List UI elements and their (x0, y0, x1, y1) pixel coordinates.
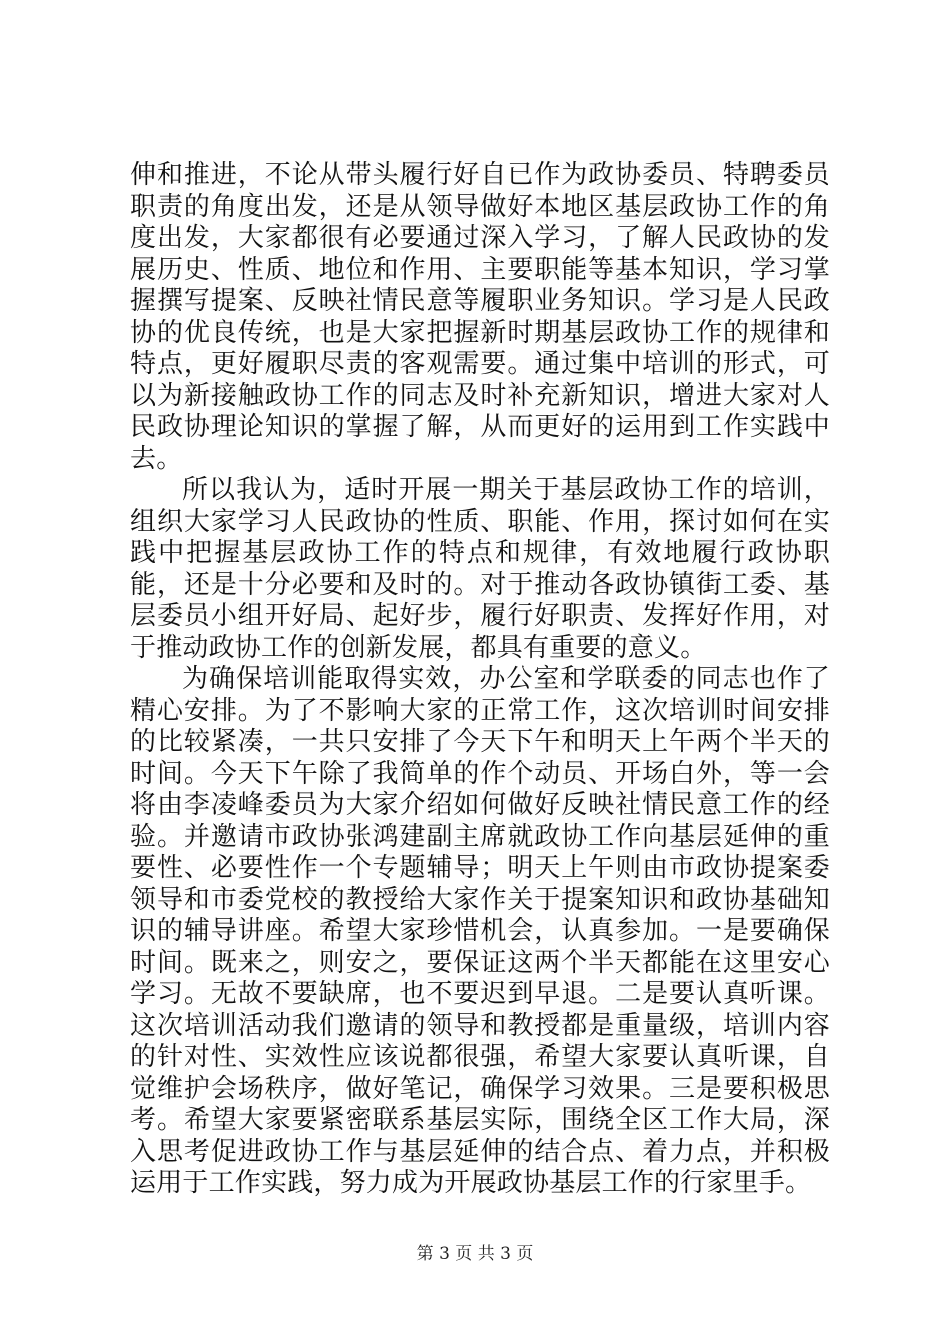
paragraph-1: 伸和推进，不论从带头履行好自已作为政协委员、特聘委员职责的角度出发，还是从领导做好本地区基层政协工作的角度出发，大家都很有必要通过深入学习，了解人民政协的发展历史、性质、地位和作用、主要职能等基本知识，学习掌握撰写提案、反映社情民意等履职业务知识。学习是人民政协的优良传统，也是大家把握新时期基层政协工作的规律和特点，更好履职尽责的客观需要。通过集中培训的形式，可以为新接触政协工作的同志及时补充新知识，增进大家对人民政协理论知识的掌握了解，从而更好的运用到工作实践中去。 (130, 160, 830, 474)
paragraph-2: 所以我认为，适时开展一期关于基层政协工作的培训，组织大家学习人民政协的性质、职能、作用，探讨如何在实践中把握基层政协工作的特点和规律，有效地履行政协职能，还是十分必要和及时的。对于推动各政协镇街工委、基层委员小组开好局、起好步，履行好职责、发挥好作用，对于推动政协工作的创新发展，都具有重要的意义。 (130, 475, 830, 663)
paragraph-3: 为确保培训能取得实效，办公室和学联委的同志也作了精心安排。为了不影响大家的正常工作，这次培训时间安排的比较紧凑，一共只安排了今天下午和明天上午两个半天的时间。今天下午除了我简单的作个动员、开场白外，等一会将由李凌峰委员为大家介绍如何做好反映社情民意工作的经验。并邀请市政协张鸿建副主席就政协工作向基层延伸的重要性、必要性作一个专题辅导；明天上午则由市政协提案委领导和市委党校的教授给大家作关于提案知识和政协基础知识的辅导讲座。希望大家珍惜机会，认真参加。一是要确保时间。既来之，则安之，要保证这两个半天都能在这里安心学习。无故不要缺席，也不要迟到早退。二是要认真听课。这次培训活动我们邀请的领导和教授都是重量级，培训内容的针对性、实效性应该说都很强，希望大家要认真听课，自觉维护会场秩序，做好笔记，确保学习效果。三是要积极思考。希望大家要紧密联系基层实际，围绕全区工作大局，深入思考促进政协工作与基层延伸的结合点、着力点，并积极运用于工作实践，努力成为开展政协基层工作的行家里手。 (130, 664, 830, 1198)
document-body (130, 160, 830, 1200)
page-number-footer: 第 3 页 共 3 页 (416, 1244, 534, 1264)
